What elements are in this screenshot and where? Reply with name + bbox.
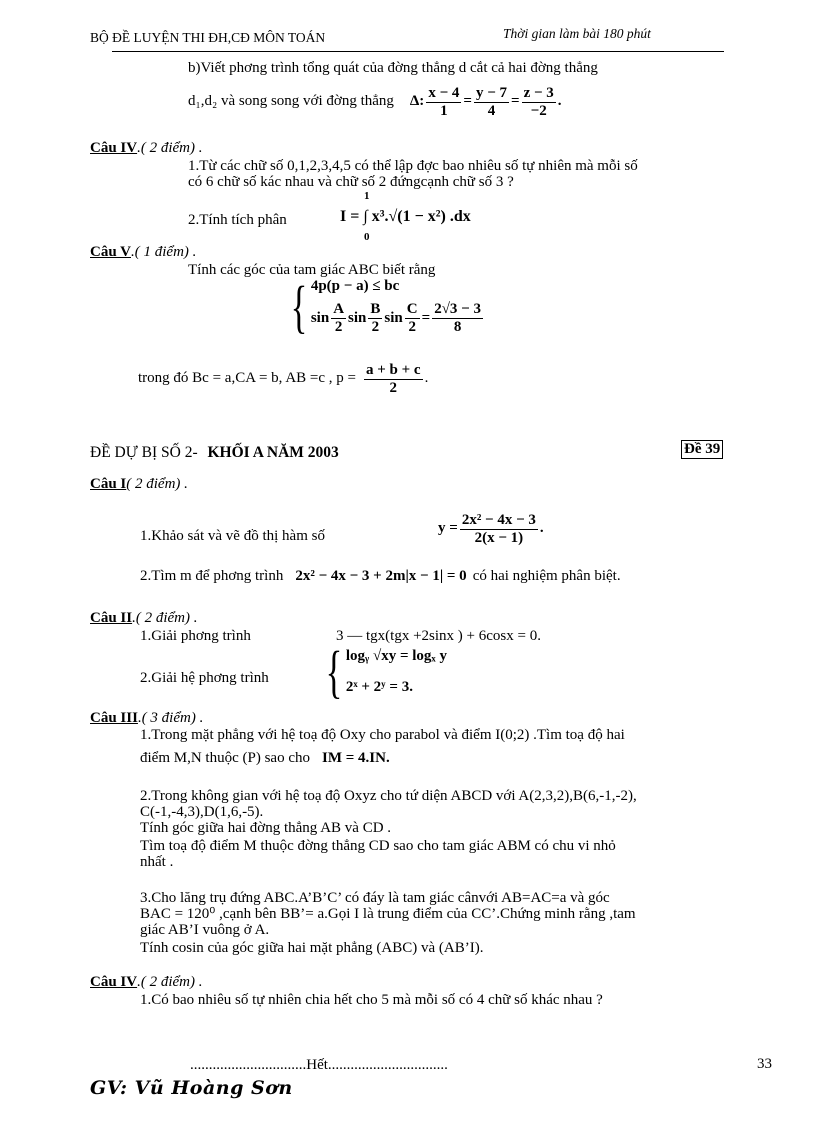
delta-label: Δ: bbox=[409, 93, 425, 110]
q3-2-line4: Tìm toạ độ điểm M thuộc đờng thẳng CD sao cho tam giác ABM có chu vi nhỏ bbox=[140, 838, 616, 854]
delta-frac-z: $\frac{z - 3}{-2}$ bbox=[523, 85, 554, 119]
q1-1-function: y = $\frac{\text{2x² − 4x − 3}}{2(x - 1)}$ . bbox=[438, 512, 544, 546]
system-line2: sin $\frac{A}{2}$ sin $\frac{B}{2}$ sin $\frac{C}{2}$ = $\frac{2√3 - 3}{8}$ bbox=[310, 301, 481, 335]
page-number: 33 bbox=[757, 1056, 772, 1072]
q3-3-line3: giác AB’I vuông ở A. bbox=[140, 922, 270, 938]
system-line1: 4p(p − a) ≤ bc bbox=[310, 278, 400, 294]
q2-1-text: 1.Giải phơng trình bbox=[140, 628, 251, 644]
exam-title bbox=[90, 444, 339, 462]
cau4-title: Câu IV bbox=[90, 974, 138, 990]
delta-frac-x: $\frac{x - 4}{1}$ bbox=[428, 85, 460, 119]
exam-code-badge: Đề 39 bbox=[681, 440, 723, 459]
author-signature: GV: Vũ Hoàng Sơn bbox=[90, 1077, 293, 1099]
integral-expression: I = ∫ x³.√(1 − x²) .dx bbox=[340, 208, 471, 225]
q3-2-line5: nhất . bbox=[140, 854, 174, 870]
q3-3-line1: 3.Cho lăng trụ đứng ABC.A’B’C’ có đáy là tam giác cânvới AB=AC=a và góc bbox=[140, 890, 610, 906]
prev-cau5-text: Tính các góc của tam giác ABC biết rằng bbox=[188, 262, 436, 278]
part-b-line1: b)Viết phơng trình tổng quát của đờng thẳng d cắt cả hai đờng thẳng bbox=[188, 60, 598, 76]
prev-cau5-title: Câu V bbox=[90, 244, 131, 260]
q2-2-brace: { bbox=[325, 639, 343, 704]
exam-title-prefix: ĐỀ DỰ BỊ SỐ 2- bbox=[90, 444, 198, 461]
q3-2-line2: C(-1,-4,3),D(1,6,-5). bbox=[140, 804, 264, 820]
q3-2-line1: 2.Trong không gian với hệ toạ độ Oxyz cho tứ diện ABCD với A(2,3,2),B(6,-1,-2), bbox=[140, 788, 637, 804]
prev-cau4-q1-line2: có 6 chữ số kác nhau và chữ số 2 đứngcạnh chữ số 3 ? bbox=[188, 174, 514, 190]
header-time: Thời gian làm bài 180 phút bbox=[503, 26, 651, 41]
q2-2-system bbox=[320, 639, 447, 704]
cau3-points: .( 3 điểm) . bbox=[137, 710, 204, 726]
header-rule bbox=[112, 51, 724, 52]
cau3-heading bbox=[90, 710, 203, 727]
integral-upper: 1 bbox=[364, 190, 370, 202]
part-b-line2: d₁,d₂ và song song với đờng thẳng Δ: $\frac{x - 4}{1}$ = $\frac{y - 7}{4}$ = $\frac{z - 3}{-2}$ . bbox=[188, 85, 562, 119]
cau2-title: Câu II bbox=[90, 610, 133, 626]
q3-1-vector-eq: IM = 4.IN. bbox=[321, 750, 390, 766]
cau4-points: .( 2 điểm) . bbox=[137, 974, 203, 990]
q2-2-sys-line1: logᵧ √xy = logₓ y bbox=[345, 647, 447, 664]
prev-cau4-q1-line1: 1.Từ các chữ số 0,1,2,3,4,5 có thể lập đợc bao nhiêu số tự nhiên mà mỗi số bbox=[188, 158, 638, 174]
prev-cau4-points: .( 2 điểm) . bbox=[137, 140, 203, 156]
q1-2-equation: 2x² − 4x − 3 + 2m|x − 1| = 0 bbox=[295, 568, 467, 584]
q1-1-text: 1.Khảo sát và vẽ đồ thị hàm số bbox=[140, 528, 325, 544]
integral-lower: 0 bbox=[364, 231, 370, 243]
q3-3-line4: Tính cosin của góc giữa hai mặt phẳng (ABC) và (AB’I). bbox=[140, 940, 484, 956]
end-marker: ...............................Hết................................ bbox=[190, 1057, 448, 1073]
q3-3-line2: BAC = 120⁰ ,cạnh bên BB’= a.Gọi I là trung điểm của CC’.Chứng minh rằng ,tam bbox=[140, 906, 636, 922]
cau3-title: Câu III bbox=[90, 710, 138, 726]
delta-frac-y: $\frac{y - 7}{4}$ bbox=[475, 85, 507, 119]
cau2-heading bbox=[90, 610, 198, 627]
where-line: trong đó Bc = a,CA = b, AB =c , p = $\frac{a + b + c}{2}$ . bbox=[138, 362, 429, 396]
q1-2-post: có hai nghiệm phân biệt. bbox=[472, 568, 621, 584]
cau1-title: Câu I bbox=[90, 476, 127, 492]
system-brace: { bbox=[290, 273, 308, 339]
q1-2-pre: 2.Tìm m để phơng trình bbox=[140, 568, 284, 584]
cau4-heading bbox=[90, 974, 203, 991]
q2-2-text: 2.Giải hệ phơng trình bbox=[140, 670, 269, 686]
q3-1-line2-text: điểm M,N thuộc (P) sao cho bbox=[140, 750, 310, 766]
exam-title-main: KHỐI A NĂM 2003 bbox=[207, 444, 339, 461]
cau1-points: ( 2 điểm) . bbox=[126, 476, 188, 492]
q2-2-sys-line2: 2ˣ + 2ʸ = 3. bbox=[345, 679, 413, 696]
q4-1-text: 1.Có bao nhiêu số tự nhiên chia hết cho 5 mà mỗi số có 4 chữ số khác nhau ? bbox=[140, 992, 603, 1008]
where-text: trong đó Bc = a,CA = b, AB =c , p = bbox=[138, 370, 356, 387]
cau1-heading bbox=[90, 476, 188, 493]
p-fraction: $\frac{a + b + c}{2}$ bbox=[366, 362, 421, 396]
part-b-line2-text: d₁,d₂ và song song với đờng thẳng bbox=[188, 93, 394, 110]
prev-cau4-title: Câu IV bbox=[90, 140, 138, 156]
q2-1-equation: 3 — tgx(tgx +2sinx ) + 6cosx = 0. bbox=[336, 628, 541, 644]
prev-cau5-heading bbox=[90, 244, 196, 261]
prev-cau5-points: .( 1 điểm) . bbox=[131, 244, 197, 260]
q3-2-line3: Tính góc giữa hai đờng thẳng AB và CD . bbox=[140, 820, 392, 836]
q1-2-line bbox=[140, 568, 621, 585]
q3-1-line1: 1.Trong mặt phẳng với hệ toạ độ Oxy cho parabol và điểm I(0;2) .Tìm toạ độ hai bbox=[140, 727, 625, 743]
prev-cau4-q2: 2.Tính tích phân bbox=[188, 212, 287, 228]
header-title: BỘ ĐỀ LUYỆN THI ĐH,CĐ MÔN TOÁN bbox=[90, 30, 326, 45]
prev-cau4-heading bbox=[90, 140, 203, 157]
angle-system bbox=[285, 273, 485, 339]
q3-1-line2 bbox=[140, 750, 390, 767]
cau2-points: .( 2 điểm) . bbox=[132, 610, 198, 626]
